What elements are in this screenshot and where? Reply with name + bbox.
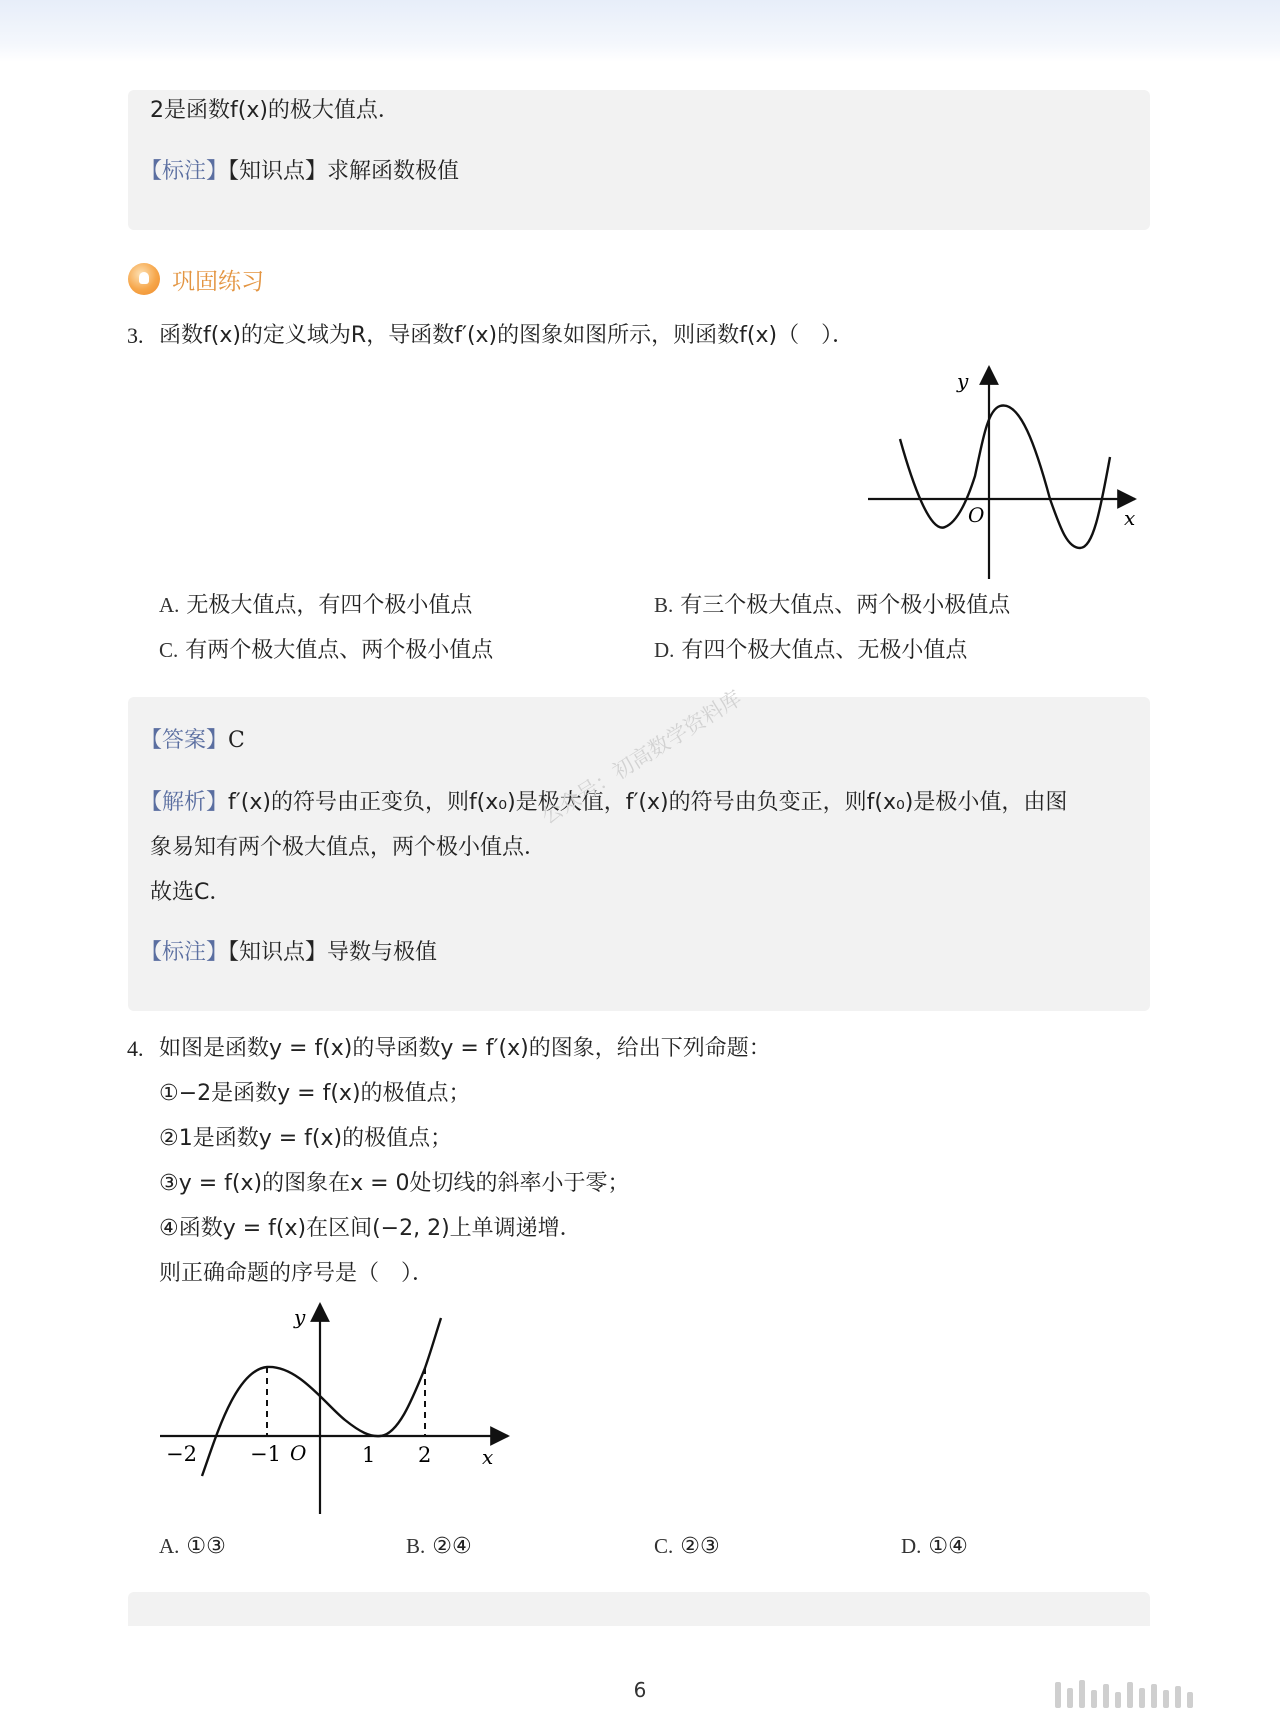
watermark: 公众号：初高数学资料库 (537, 685, 746, 829)
page-number: 6 (633, 1678, 647, 1702)
q4-prop-3: ③y = f(x)的图象在x = 0处切线的斜率小于零； (159, 1171, 630, 1196)
q4-stem: 如图是函数y = f(x)的导函数y = f′(x)的图象，给出下列命题： (159, 1036, 771, 1061)
q3-note: 【标注】【知识点】导数与极值 (140, 940, 438, 965)
q4-tick-minus2: −2 (166, 1442, 197, 1466)
q4-derivative-graph (150, 1300, 520, 1520)
q4-option-b: B. ②④ (406, 1534, 472, 1559)
q4-x-label: x (482, 1445, 494, 1469)
q4-y-label: y (294, 1305, 306, 1329)
q4-origin-label: O (290, 1441, 307, 1465)
previous-solution-line: 2是函数f(x)的极大值点． (150, 98, 400, 123)
q3-option-d: D. 有四个极大值点、无极小值点 (654, 638, 968, 663)
q4-tick-1: 1 (362, 1443, 376, 1467)
note-text: 【知识点】求解函数极值 (228, 159, 460, 184)
q3-number: 3. (127, 323, 144, 348)
q4-option-d: D. ①④ (901, 1534, 968, 1559)
section-header (128, 262, 264, 296)
q4-option-a: A. ①③ (159, 1534, 226, 1559)
q4-tick-2: 2 (418, 1443, 432, 1467)
q4-option-c: C. ②③ (654, 1534, 720, 1559)
q4-solution-panel-top (128, 1592, 1150, 1626)
q3-option-c: C. 有两个极大值点、两个极小值点 (159, 638, 494, 663)
answer-tag: 【答案】 (140, 728, 229, 753)
q4-ask: 则正确命题的序号是（ ）． (159, 1261, 435, 1286)
note-tag: 【标注】 (140, 159, 229, 184)
q3-option-b: B. 有三个极大值点、两个极小极值点 (654, 593, 1011, 618)
lightbulb-icon (128, 263, 160, 295)
analysis-tag: 【解析】 (140, 790, 229, 815)
q3-curve (900, 405, 1110, 548)
q4-prop-1: ①−2是函数y = f(x)的极值点； (159, 1081, 471, 1106)
q4-curve (202, 1318, 441, 1476)
q3-answer (140, 726, 245, 756)
previous-note (140, 157, 459, 187)
q3-x-label: x (1124, 506, 1136, 530)
q4-prop-2: ②1是函数y = f(x)的极值点； (159, 1126, 453, 1151)
q3-derivative-graph (860, 362, 1150, 582)
corner-watermark-bars (1055, 1680, 1193, 1708)
section-title: 巩固练习 (172, 268, 264, 295)
note-tag: 【标注】 (140, 940, 229, 965)
q3-analysis-line3: 故选C． (150, 880, 232, 905)
q3-origin-label: O (968, 503, 985, 527)
q4-tick-minus1: −1 (250, 1442, 281, 1466)
page-header-band (0, 0, 1280, 62)
q4-prop-4: ④函数y = f(x)在区间(−2, 2)上单调递增． (159, 1216, 582, 1241)
answer-value: C (228, 728, 245, 753)
q3-stem: 函数f(x)的定义域为R，导函数f′(x)的图象如图所示，则函数f(x)（ ）． (159, 323, 855, 348)
q3-option-a: A. 无极大值点，有四个极小值点 (159, 593, 473, 618)
q3-analysis-line2: 象易知有两个极大值点，两个极小值点． (150, 835, 547, 860)
q3-y-label: y (957, 369, 969, 393)
q4-number: 4. (127, 1036, 144, 1061)
q3-analysis-line1: 【解析】f′(x)的符号由正变负，则f(x₀)是极大值，f′(x)的符号由负变正，则f(x₀)是极小值，由图 (140, 790, 1068, 815)
